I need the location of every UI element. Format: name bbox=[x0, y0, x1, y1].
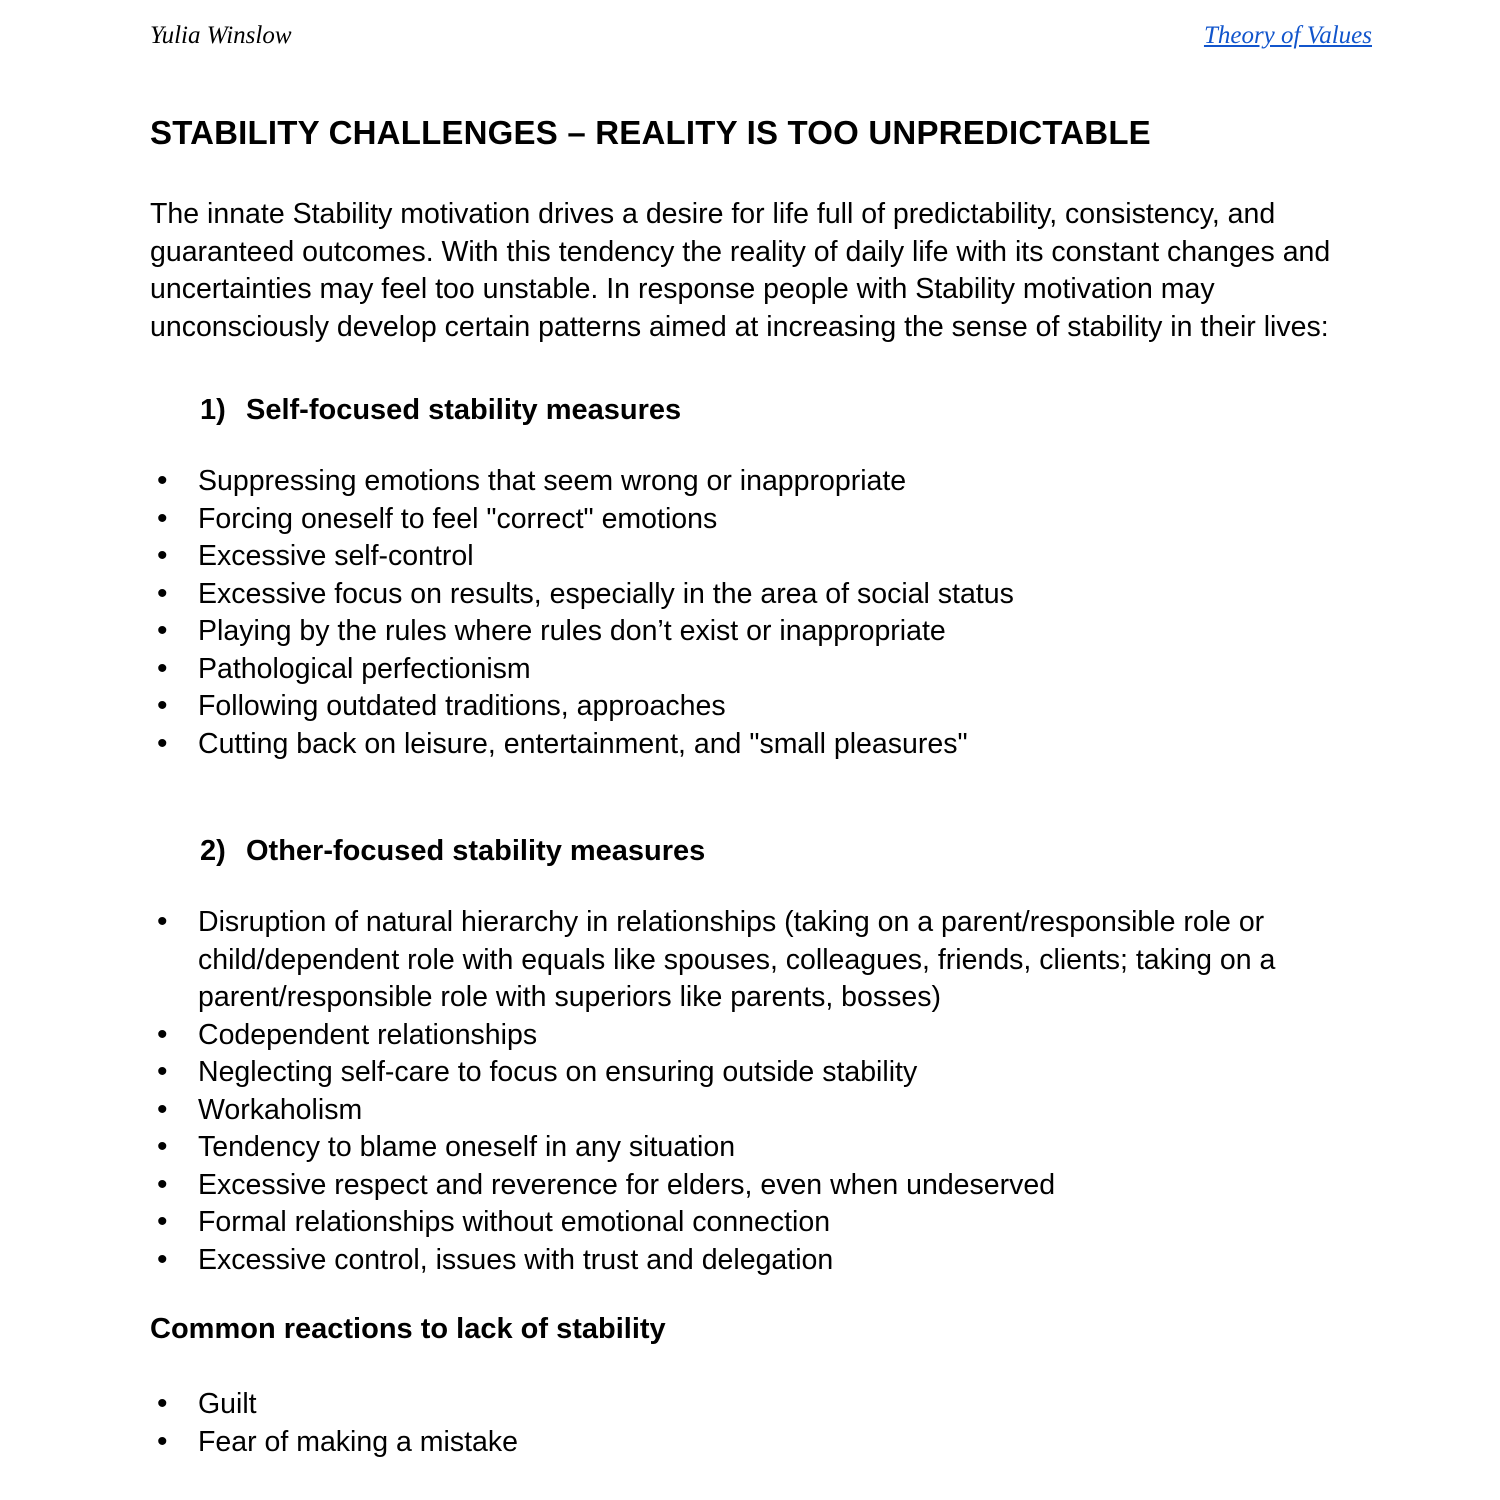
section-1-heading bbox=[200, 394, 1372, 427]
list-item: • Fear of making a mistake bbox=[198, 1424, 1372, 1462]
list-item: • Suppressing emotions that seem wrong or inappropriate bbox=[198, 463, 1372, 501]
list-item: • Excessive control, issues with trust and delegation bbox=[198, 1242, 1372, 1280]
list-item: • Playing by the rules where rules don’t exist or inappropriate bbox=[198, 613, 1372, 651]
list-item: • Cutting back on leisure, entertainment, and "small pleasures" bbox=[198, 726, 1372, 764]
reactions-list bbox=[150, 1386, 1372, 1461]
list-item: • Forcing oneself to feel "correct" emotions bbox=[198, 501, 1372, 539]
list-item: • Following outdated traditions, approaches bbox=[198, 688, 1372, 726]
list-item: • Pathological perfectionism bbox=[198, 651, 1372, 689]
list-item: • Excessive self-control bbox=[198, 538, 1372, 576]
section-2-heading bbox=[200, 835, 1372, 868]
section-1-list bbox=[150, 463, 1372, 763]
list-item: • Tendency to blame oneself in any situation bbox=[198, 1129, 1372, 1167]
list-item: • Disruption of natural hierarchy in relationships (taking on a parent/responsible role or child/dependent role with equals like spouses, colleagues, friends, clients; taking on a parent/responsible role with superiors like parents, bosses) bbox=[198, 904, 1372, 1017]
section-2-number: 2) bbox=[200, 835, 226, 867]
list-item: • Excessive respect and reverence for elders, even when undeserved bbox=[198, 1167, 1372, 1205]
list-item: • Workaholism bbox=[198, 1092, 1372, 1130]
intro-paragraph: The innate Stability motivation drives a desire for life full of predictability, consistency, and guaranteed outcomes. With this tendency the reality of daily life with its constant changes and uncertainties may feel too unstable. In response people with Stability motivation may unconsciously develop certain patterns aimed at increasing the sense of stability in their lives: bbox=[150, 198, 1331, 343]
document-header bbox=[150, 22, 1372, 50]
list-item: • Formal relationships without emotional connection bbox=[198, 1204, 1372, 1242]
reactions-heading: Common reactions to lack of stability bbox=[150, 1313, 666, 1345]
section-1-number: 1) bbox=[200, 394, 226, 426]
section-2-heading-text: Other-focused stability measures bbox=[246, 835, 706, 867]
list-item: • Codependent relationships bbox=[198, 1017, 1372, 1055]
list-item: • Excessive focus on results, especially in the area of social status bbox=[198, 576, 1372, 614]
list-item: • Neglecting self-care to focus on ensuring outside stability bbox=[198, 1054, 1372, 1092]
page-title: STABILITY CHALLENGES – REALITY IS TOO UNPREDICTABLE bbox=[150, 114, 1151, 151]
section-2-list bbox=[150, 904, 1372, 1279]
author-name: Yulia Winslow bbox=[150, 22, 292, 49]
list-item: • Guilt bbox=[198, 1386, 1372, 1424]
theory-of-values-link[interactable]: Theory of Values bbox=[1203, 22, 1372, 49]
section-1-heading-text: Self-focused stability measures bbox=[246, 394, 682, 426]
